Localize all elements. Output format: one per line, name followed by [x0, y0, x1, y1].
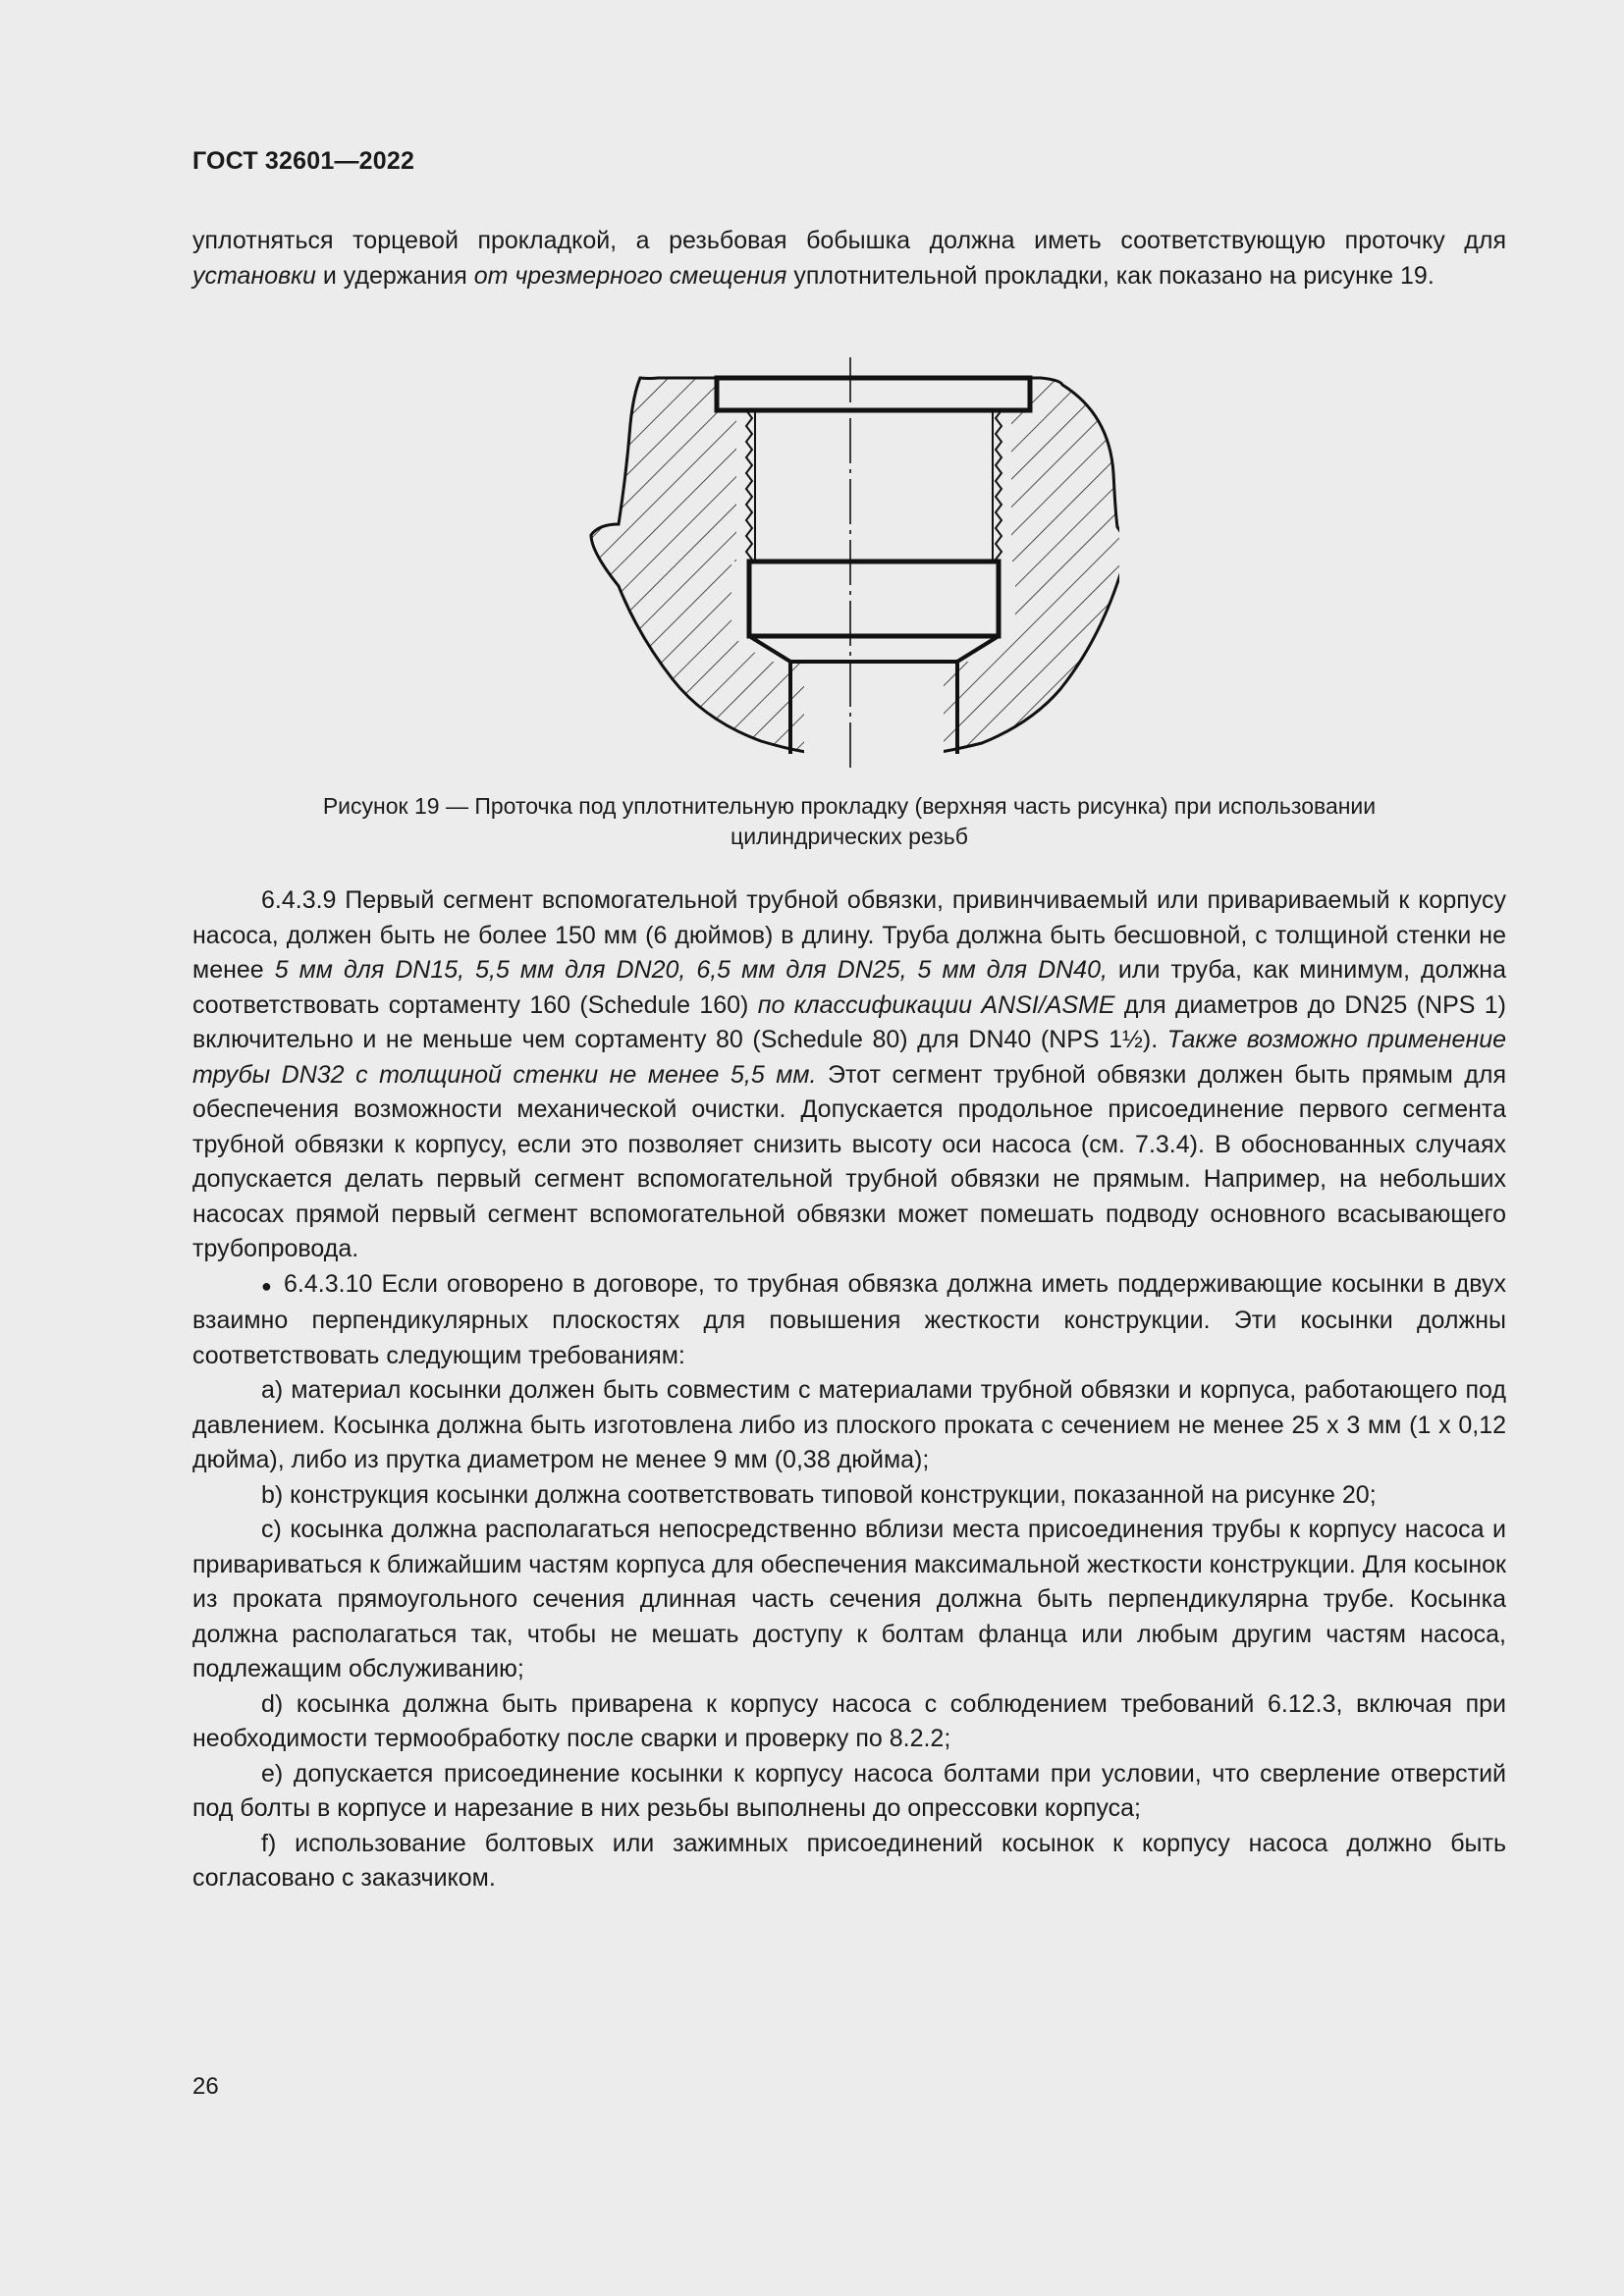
list-item-f: f) использование болтовых или зажимных присоединений косынок к корпусу насоса должно быть согласовано с заказчиком. [192, 1829, 1506, 1892]
list-item-b: b) конструкция косынки должна соответствовать типовой конструкции, показанной на рисунке 20; [261, 1480, 1377, 1509]
list-item-c: с) косынка должна располагаться непосредственно вблизи места присоединения трубы к корпусу насоса и привариваться к ближайшим частям корпуса для обеспечения максимальной жесткости конструкции. Для косынок из проката прямоугольного сечения длинная часть сечения должна быть перпендикулярна трубе. Косынка должна располагаться так, чтобы не мешать доступу к болтам фланца или любым другим частям насоса, подлежащим обслуживанию; [192, 1516, 1506, 1682]
p6439-text-3: или труба, как минимум, должна соответствовать сортаменту 160 (Schedule 160) [192, 956, 1506, 1019]
intro-paragraph [192, 224, 1506, 294]
body-text [192, 883, 1506, 1896]
caption-line-1: Рисунок 19 — Проточка под уплотнительную прокладку (верхняя часть рисунка) при использовании [322, 793, 1377, 819]
p6439-text-5: для диаметров до DN25 (NPS 1) включительно и не меньше чем сортаменту 80 (Schedule 80) для DN40 (NPS 1½). [192, 990, 1506, 1053]
paragraph-6-4-3-9 [192, 883, 1506, 1267]
intro-text-4: от чрезмерного смещения [473, 261, 787, 290]
intro-text-3: и удержания [315, 261, 474, 290]
figure-caption [192, 791, 1506, 852]
intro-text-2: установки [192, 261, 316, 290]
list-item-e: е) допускается присоединение косынки к корпусу насоса болтами при условии, что сверление отверстий под болты в корпусе и нарезание в них резьбы выполнены до опрессовки корпуса; [192, 1759, 1506, 1822]
document-header: ГОСТ 32601—2022 [192, 147, 415, 175]
p6439-text-7: Этот сегмент трубной обвязки должен быть прямым для обеспечения возможности механической очистки. Допускается продольное присоединение первого сегмента трубной обвязки к корпусу, если это позволяет снизить высоту оси насоса (см. 7.3.4). В обоснованных случаях допускается делать первый сегмент вспомогательной трубной обвязки не прямым. Например, на небольших насосах прямой первый сегмент вспомогательной обвязки может помешать подводу основного всасывающего трубопровода. [192, 1060, 1506, 1262]
list-item-a: а) материал косынки должен быть совместим с материалами трубной обвязки и корпуса, работающего под давлением. Косынка должна быть изготовлена либо из плоского проката с сечением не менее 25 х 3 мм (1 х 0,12 дюйма), либо из прутка диаметром не менее 9 мм (0,38 дюйма); [192, 1376, 1506, 1473]
page-number: 26 [192, 2073, 219, 2100]
caption-line-2: цилиндрических резьб [731, 824, 968, 849]
p6439-text-1: 6.4.3.9 Первый сегмент вспомогательной трубной обвязки, привинчиваемый или привариваемый к корпусу насоса, должен быть не более 150 мм (6 дюймов) в длину. Труба должна быть бесшовной, с толщиной стенки не менее [192, 886, 1506, 984]
paragraph-6-4-3-10 [192, 1267, 1506, 1374]
figure-19-drawing [579, 355, 1119, 775]
p6439-text-2: 5 мм для DN15, 5,5 мм для DN20, 6,5 мм для DN25, 5 мм для DN40, [274, 956, 1108, 984]
p6439-text-4: по классификации ANSI/ASME [757, 990, 1115, 1019]
intro-text-1: уплотняться торцевой прокладкой, а резьбовая бобышка должна иметь соответствующую проточку для [192, 227, 1506, 254]
boss-section-drawing [579, 355, 1119, 775]
bullet-icon: ● [261, 1275, 275, 1296]
intro-text-5: уплотнительной прокладки, как показано на рисунке 19. [786, 261, 1435, 290]
p6439-text-6: Также возможно применение трубы DN32 с толщиной стенки не менее 5,5 мм. [192, 1026, 1507, 1089]
list-item-d: d) косынка должна быть приварена к корпусу насоса с соблюдением требований 6.12.3, включая при необходимости термообработку после сварки и проверку по 8.2.2; [192, 1689, 1506, 1752]
p64310-text: 6.4.3.10 Если оговорено в договоре, то трубная обвязка должна иметь поддерживающие косынки в двух взаимно перпендикулярных плоскостях для повышения жесткости конструкции. Эти косынки должны соответствовать следующим требованиям: [192, 1269, 1506, 1369]
